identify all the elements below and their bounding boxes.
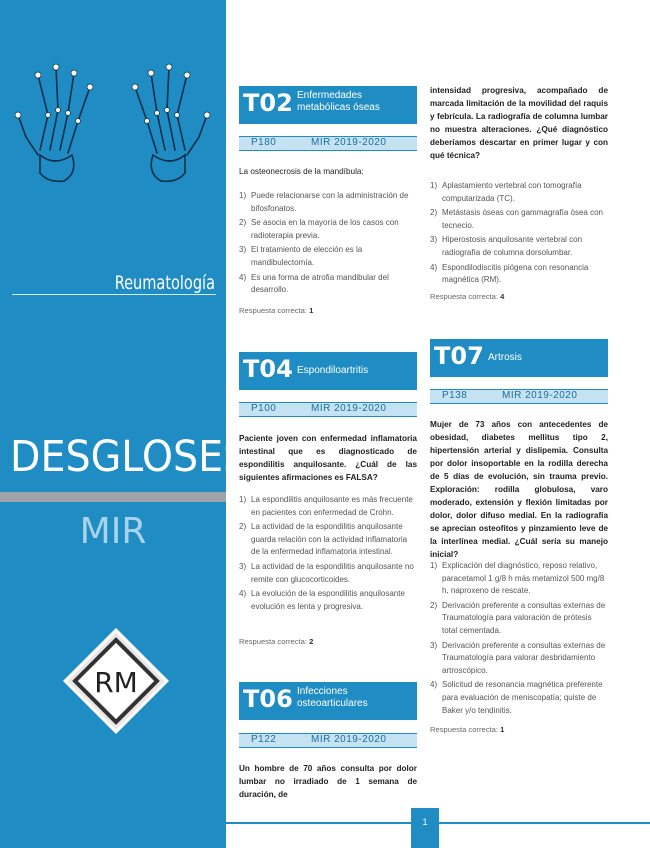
- question-code: T07: [434, 342, 484, 370]
- option: 1) Aplastamiento vertebral con tomografía computarizada (TC).: [430, 181, 582, 203]
- question-topic: Enfermedades metabólicas óseas: [297, 90, 380, 113]
- option: 4) Espondilodiscitis piógena con resonancia magnética (RM).: [430, 262, 589, 285]
- question-stem-part1: Un hombre de 70 años consulta por dolor lumbar no irradiado de 1 semana de duración, de: [239, 764, 417, 799]
- question-stem: La osteonecrosis de la mandíbula:: [239, 167, 364, 176]
- option: 1) La espondilitis anquilosante es más frecuente en pacientes con enfermedad de Crohn.: [239, 495, 413, 517]
- question-meta: [239, 136, 417, 151]
- page-ref: P180: [251, 137, 277, 148]
- logo-text: RM: [94, 666, 138, 699]
- options-list: [430, 180, 608, 289]
- options-list: [239, 190, 417, 299]
- option: 2) Metástasis óseas con gammagrafía ósea con tecnecio.: [430, 208, 603, 230]
- question-code: T04: [243, 355, 293, 383]
- option: 4) Solicitud de resonancia magnética preferente para evaluación de meniscopatía; quiste de Baker y/o tendinitis.: [430, 680, 603, 715]
- options-list: [239, 494, 417, 615]
- option: 4) Es una forma de atrofia mandibular del desarrollo.: [239, 272, 389, 295]
- question-topic: Infecciones osteoarticulares: [297, 686, 368, 709]
- section-subtitle: MIR: [79, 511, 147, 552]
- option: 2) Derivación preferente a consultas externas de Traumatología para valoración de prótesis total cementada.: [430, 600, 606, 635]
- exam-label: MIR 2019-2020: [311, 137, 387, 148]
- question-header: [239, 682, 417, 720]
- option: 3) La actividad de la espondilitis anquilosante no remite con glucocorticoides.: [239, 561, 414, 584]
- divider: [12, 294, 216, 295]
- subject-title: Reumatología: [114, 272, 215, 294]
- option: 2) La actividad de la espondilitis anquilosante guarda relación con la actividad inflamatoria de la enfermedad inflamatoria intestinal.: [239, 522, 408, 557]
- question-code: T02: [243, 89, 293, 117]
- answer: Respuesta correcta: 1: [239, 306, 314, 315]
- page-ref: P122: [251, 734, 277, 745]
- option: 3) Derivación preferente a consultas externas de Traumatología para valorar desbridamiento artroscópico.: [430, 640, 606, 675]
- exam-label: MIR 2019-2020: [311, 734, 387, 745]
- option: 1) Puede relacionarse con la administración de bifosfonatos.: [239, 191, 409, 213]
- option: 1) Explicación del diagnóstico, reposo relativo, paracetamol 1 g/8 h más metamizol 500 mg/8 h, naproxeno de rescate.: [430, 561, 605, 596]
- question-meta: [239, 402, 417, 417]
- option: 3) El tratamiento de elección es la mandibulectomía.: [239, 245, 363, 267]
- page-number: 1: [411, 808, 439, 848]
- question-stem: Mujer de 73 años con antecedentes de obesidad, diabetes mellitus tipo 2, hipertensión arterial y dislipemia. Consulta por dolor insoportable en la rodilla derecha de 5 días de evolución, sin trauma previo. Exploración: rodilla globulosa, varo moderado, extensión y flexión limitadas por dolor, dolor difuso medial. En la radiografía se aprecian osteofitos y pinzamiento leve de la interlínea medial. ¿Cuál sería su manejo inicial?: [430, 420, 608, 559]
- question-header: [239, 86, 417, 124]
- option: 2) Se asocia en la mayoría de los casos con radioterapia previa.: [239, 218, 399, 240]
- exam-label: MIR 2019-2020: [311, 403, 387, 414]
- question-header: [430, 339, 608, 377]
- question-meta: [239, 733, 417, 748]
- options-list: [430, 560, 608, 719]
- hand-skeleton-illustration: [10, 55, 215, 185]
- question-meta: [430, 389, 608, 404]
- page-ref: P138: [442, 390, 468, 401]
- question-header: [239, 352, 417, 390]
- page-ref: P100: [251, 403, 277, 414]
- question-code: T06: [243, 685, 293, 713]
- answer: Respuesta correcta: 2: [239, 637, 314, 646]
- question-stem: Paciente joven con enfermedad inflamatoria intestinal que es diagnosticado de espondilitis anquilosante. ¿Cuál de las siguientes afirmaciones es FALSA?: [239, 434, 417, 482]
- option: 3) Hiperostosis anquilosante vertebral con radiografía de columna dorsolumbar.: [430, 235, 583, 257]
- answer: Respuesta correcta: 4: [430, 292, 505, 301]
- option: 4) La evolución de la espondilitis anquilosante evolución es lenta y progresiva.: [239, 589, 405, 611]
- answer: Respuesta correcta: 1: [430, 725, 505, 734]
- question-stem-part2: intensidad progresiva, acompañado de marcada limitación de la movilidad del raquis y febrícula. La radiografía de columna lumbar no muestra alteraciones. ¿Qué diagnóstico deberíamos descartar en primer lugar y con qué técnica?: [430, 86, 608, 160]
- question-topic: Espondiloartritis: [297, 365, 369, 376]
- section-title: DESGLOSES: [10, 432, 249, 482]
- rm-logo: [63, 628, 169, 734]
- divider-bar: [0, 492, 226, 502]
- question-topic: Artrosis: [488, 352, 522, 363]
- exam-label: MIR 2019-2020: [502, 390, 578, 401]
- sidebar: [0, 0, 249, 848]
